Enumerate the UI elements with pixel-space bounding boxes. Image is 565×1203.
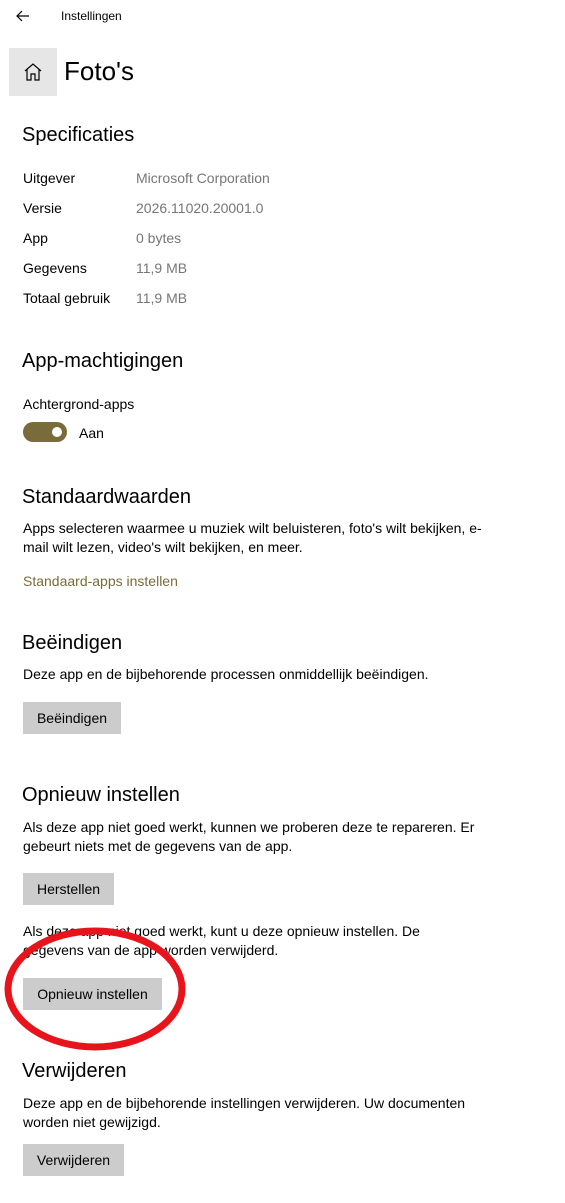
spec-label-total: Totaal gebruik (23, 290, 111, 306)
spec-value-app: 0 bytes (136, 230, 182, 246)
spec-label-app: App (23, 230, 48, 246)
spec-value-data: 11,9 MB (136, 260, 188, 276)
permissions-heading: App-machtigingen (22, 350, 184, 372)
repair-description: Als deze app niet goed werkt, kunnen we proberen deze te repareren. Er gebeurt niets met de gegevens van de app. (23, 819, 475, 854)
terminate-heading: Beëindigen (22, 632, 123, 654)
defaults-heading: Standaardwaarden (22, 486, 192, 508)
window-title: Instellingen (61, 9, 122, 23)
spec-value-publisher: Microsoft Corporation (136, 170, 270, 186)
spec-label-version: Versie (23, 200, 62, 216)
toggle-state-label: Aan (79, 425, 104, 441)
toggle-knob (52, 427, 62, 437)
home-button[interactable] (9, 48, 57, 96)
reset-description: Als deze app niet goed werkt, kunt u deze opnieuw instellen. De gegevens van de app worden verwijderd. (23, 923, 420, 958)
home-icon (23, 62, 43, 82)
uninstall-button[interactable]: Verwijderen (23, 1144, 124, 1176)
spec-label-publisher: Uitgever (23, 170, 76, 186)
back-arrow-icon (16, 10, 30, 22)
back-button[interactable] (8, 4, 38, 28)
terminate-description: Deze app en de bijbehorende processen onmiddellijk beëindigen. (23, 666, 429, 682)
uninstall-heading: Verwijderen (22, 1060, 127, 1082)
reset-button[interactable]: Opnieuw instellen (23, 978, 162, 1010)
page-title: Foto's (64, 56, 134, 86)
spec-value-version: 2026.11020.20001.0 (136, 200, 264, 216)
background-apps-label: Achtergrond-apps (23, 396, 135, 412)
reset-heading: Opnieuw instellen (22, 784, 180, 806)
spec-label-data: Gegevens (23, 260, 87, 276)
defaults-description: Apps selecteren waarmee u muziek wilt beluisteren, foto's wilt bekijken, e-mail wilt lezen, video's wilt bekijken, en meer. (23, 520, 482, 555)
specs-heading: Specificaties (22, 124, 135, 146)
terminate-button[interactable]: Beëindigen (23, 702, 121, 734)
spec-value-total: 11,9 MB (136, 290, 188, 306)
background-apps-toggle[interactable] (23, 422, 67, 442)
uninstall-description: Deze app en de bijbehorende instellingen verwijderen. Uw documenten worden niet gewijzigd. (23, 1095, 466, 1130)
title-bar (0, 0, 565, 32)
repair-button[interactable]: Herstellen (23, 873, 114, 905)
set-default-apps-link[interactable]: Standaard-apps instellen (23, 573, 178, 589)
